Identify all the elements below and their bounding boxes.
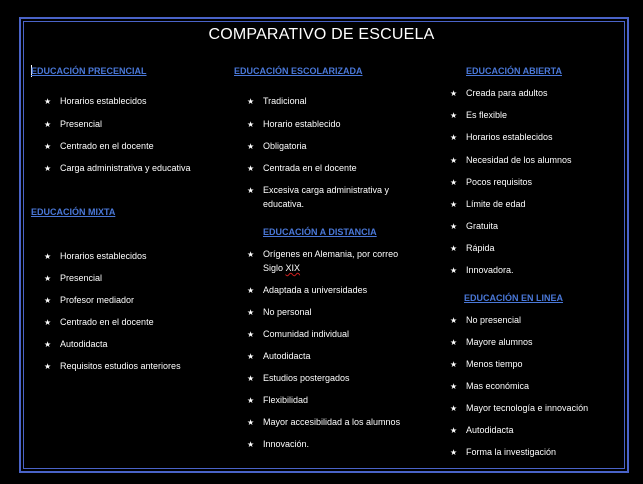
list-item[interactable]: ★ Obligatoria: [247, 141, 307, 151]
star-icon: ★: [247, 396, 255, 405]
heading-linea[interactable]: EDUCACIÓN EN LINEA: [464, 293, 564, 303]
star-icon: ★: [450, 244, 458, 253]
list-item[interactable]: ★ Rápida: [450, 243, 495, 253]
list-item[interactable]: ★ Centrada en el docente: [247, 163, 357, 173]
star-icon: ★: [247, 308, 255, 317]
heading-mixta[interactable]: EDUCACIÓN MIXTA: [31, 207, 116, 217]
star-icon: ★: [44, 340, 52, 349]
list-item[interactable]: ★ Horarios establecidos: [450, 132, 553, 142]
star-icon: ★: [450, 266, 458, 275]
star-icon: ★: [247, 330, 255, 339]
star-icon: ★: [450, 404, 458, 413]
star-icon: ★: [44, 120, 52, 129]
list-item[interactable]: ★ Límite de edad: [450, 199, 526, 209]
list-item[interactable]: ★ Horarios establecidos: [44, 251, 147, 261]
list-item[interactable]: ★ Innovadora.: [450, 265, 514, 275]
star-icon: ★: [44, 362, 52, 371]
star-icon: ★: [450, 133, 458, 142]
list-item[interactable]: ★ Pocos requisitos: [450, 177, 533, 187]
list-item[interactable]: ★ Comunidad individual: [247, 329, 350, 339]
list-item[interactable]: ★ Horarios establecidos: [44, 96, 147, 106]
list-item-continuation[interactable]: educativa.: [263, 199, 305, 209]
spellcheck-word: XIX: [285, 263, 301, 273]
list-item[interactable]: ★ Presencial: [44, 119, 103, 129]
list-item[interactable]: ★ Mayor tecnología e innovación: [450, 403, 589, 413]
list-item[interactable]: ★ Creada para adultos: [450, 88, 548, 98]
heading-presencial[interactable]: EDUCACIÓN PRECENCIAL: [31, 66, 147, 76]
star-icon: ★: [247, 186, 255, 195]
list-item[interactable]: ★ Necesidad de los alumnos: [450, 155, 572, 165]
list-item[interactable]: ★ Autodidacta: [450, 425, 514, 435]
list-item[interactable]: ★ Requisitos estudios anteriores: [44, 361, 181, 371]
star-icon: ★: [450, 156, 458, 165]
star-icon: ★: [450, 382, 458, 391]
star-icon: ★: [450, 360, 458, 369]
star-icon: ★: [247, 286, 255, 295]
list-item[interactable]: ★ Horario establecido: [247, 119, 341, 129]
list-item[interactable]: ★ Centrado en el docente: [44, 317, 154, 327]
list-item[interactable]: ★ No presencial: [450, 315, 522, 325]
star-icon: ★: [450, 222, 458, 231]
star-icon: ★: [247, 374, 255, 383]
list-item[interactable]: ★ Forma la investigación: [450, 447, 557, 457]
list-item[interactable]: ★ Centrado en el docente: [44, 141, 154, 151]
heading-distancia[interactable]: EDUCACIÓN A DISTANCIA: [263, 227, 377, 237]
list-item[interactable]: ★ Innovación.: [247, 439, 310, 449]
star-icon: ★: [44, 142, 52, 151]
list-item[interactable]: ★ Excesiva carga administrativa y: [247, 185, 390, 195]
heading-escolarizada[interactable]: EDUCACIÓN ESCOLARIZADA: [234, 66, 363, 76]
star-icon: ★: [44, 296, 52, 305]
list-item[interactable]: ★ Mayore alumnos: [450, 337, 533, 347]
star-icon: ★: [450, 448, 458, 457]
list-item[interactable]: ★ Profesor mediador: [44, 295, 135, 305]
heading-abierta[interactable]: EDUCACIÓN ABIERTA: [466, 66, 562, 76]
star-icon: ★: [44, 318, 52, 327]
star-icon: ★: [450, 111, 458, 120]
page-title: COMPARATIVO DE ESCUELA: [208, 26, 435, 43]
list-item[interactable]: ★ No personal: [247, 307, 312, 317]
list-item[interactable]: ★ Estudios postergados: [247, 373, 350, 383]
list-item[interactable]: ★ Orígenes en Alemania, por correo: [247, 249, 399, 259]
list-item[interactable]: ★ Tradicional: [247, 96, 307, 106]
star-icon: ★: [247, 352, 255, 361]
star-icon: ★: [247, 164, 255, 173]
list-item[interactable]: ★ Carga administrativa y educativa: [44, 163, 191, 173]
star-icon: ★: [247, 120, 255, 129]
list-item[interactable]: ★ Autodidacta: [247, 351, 311, 361]
list-item[interactable]: ★ Presencial: [44, 273, 103, 283]
star-icon: ★: [44, 97, 52, 106]
star-icon: ★: [44, 252, 52, 261]
star-icon: ★: [450, 426, 458, 435]
list-item[interactable]: ★ Gratuita: [450, 221, 499, 231]
star-icon: ★: [450, 200, 458, 209]
star-icon: ★: [44, 274, 52, 283]
list-item[interactable]: ★ Adaptada a universidades: [247, 285, 368, 295]
list-item[interactable]: ★ Mas económica: [450, 381, 530, 391]
star-icon: ★: [247, 418, 255, 427]
star-icon: ★: [450, 338, 458, 347]
list-item[interactable]: ★ Es flexible: [450, 110, 508, 120]
list-item[interactable]: ★ Menos tiempo: [450, 359, 523, 369]
star-icon: ★: [247, 142, 255, 151]
star-icon: ★: [450, 178, 458, 187]
list-item-continuation[interactable]: Siglo XIX: [263, 263, 301, 273]
star-icon: ★: [247, 440, 255, 449]
star-icon: ★: [247, 250, 255, 259]
star-icon: ★: [450, 316, 458, 325]
list-item[interactable]: ★ Autodidacta: [44, 339, 108, 349]
list-item[interactable]: ★ Flexibilidad: [247, 395, 309, 405]
list-item[interactable]: ★ Mayor accesibilidad a los alumnos: [247, 417, 401, 427]
star-icon: ★: [247, 97, 255, 106]
star-icon: ★: [450, 89, 458, 98]
star-icon: ★: [44, 164, 52, 173]
